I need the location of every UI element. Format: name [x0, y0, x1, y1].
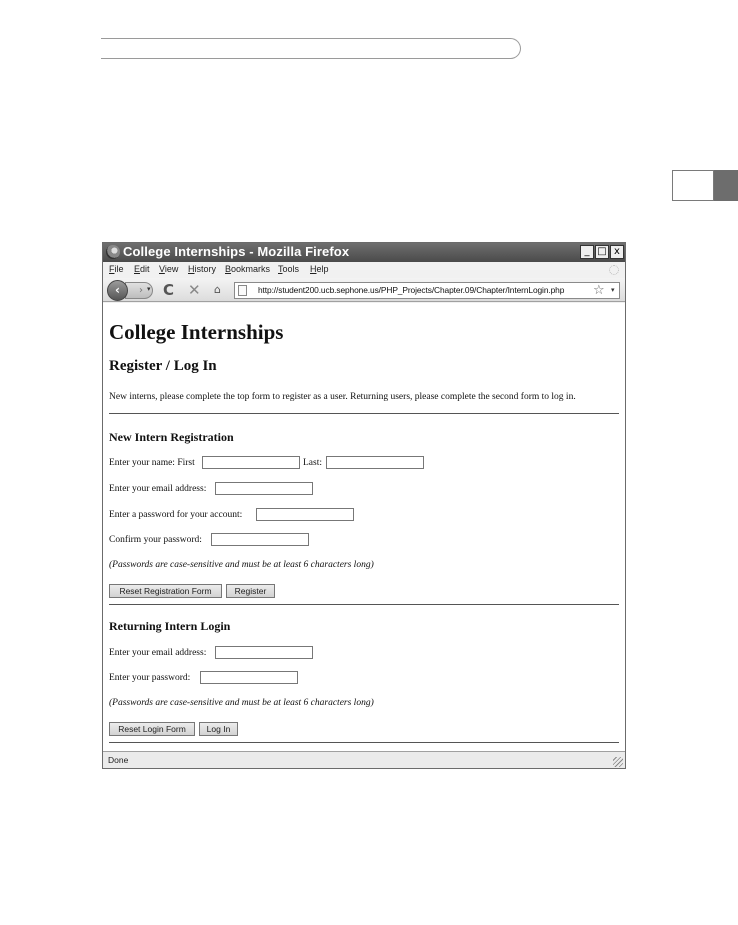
chapter-tab: [672, 170, 738, 201]
page-subtitle: Register / Log In: [109, 358, 217, 374]
menu-tools[interactable]: Tools: [278, 264, 300, 274]
url-text[interactable]: http://student200.ucb.sephone.us/PHP_Projects/Chapter.09/Chapter/InternLogin.php: [258, 285, 565, 295]
chapter-tab-marker: [714, 170, 738, 201]
menu-history[interactable]: History: [188, 264, 217, 274]
menu-help[interactable]: Help: [310, 264, 329, 274]
firefox-logo-icon: [106, 245, 120, 259]
divider: [109, 742, 619, 743]
page-icon: [238, 285, 247, 296]
home-button[interactable]: ⌂: [214, 283, 221, 296]
page-content: [103, 303, 625, 751]
last-name-label: Last:: [303, 458, 322, 468]
reset-registration-button[interactable]: Reset Registration Form: [109, 584, 222, 598]
intro-text: New interns, please complete the top form to register as a user. Returning users, please complete the second form to log in.: [109, 392, 576, 402]
page-header-bar: [101, 38, 738, 59]
first-name-input[interactable]: [202, 456, 300, 469]
minimize-button[interactable]: _: [580, 245, 594, 259]
url-bar[interactable]: [234, 282, 620, 299]
reload-button[interactable]: C: [163, 281, 175, 299]
header-bar-left: [101, 38, 521, 59]
navigation-toolbar: [103, 278, 625, 302]
registration-password-input[interactable]: [256, 508, 354, 521]
login-password-note: (Passwords are case-sensitive and must be at least 6 characters long): [109, 698, 374, 708]
reset-login-button[interactable]: Reset Login Form: [109, 722, 195, 736]
registration-password-label: Enter a password for your account:: [109, 510, 243, 520]
history-dropdown-icon[interactable]: ▾: [147, 285, 151, 293]
login-email-label: Enter your email address:: [109, 648, 207, 658]
resize-grip-icon[interactable]: [613, 757, 623, 767]
registration-email-label: Enter your email address:: [109, 484, 207, 494]
browser-window: [102, 242, 626, 769]
header-bar-right: [511, 38, 738, 59]
status-text: Done: [108, 755, 129, 765]
login-heading: Returning Intern Login: [109, 619, 231, 633]
last-name-input[interactable]: [326, 456, 424, 469]
maximize-button[interactable]: □: [595, 245, 609, 259]
close-button[interactable]: x: [610, 245, 624, 259]
registration-password-note: (Passwords are case-sensitive and must be at least 6 characters long): [109, 560, 374, 570]
confirm-password-label: Confirm your password:: [109, 535, 202, 545]
back-button[interactable]: ‹: [107, 280, 128, 301]
menu-file[interactable]: File: [109, 264, 124, 274]
login-password-label: Enter your password:: [109, 673, 191, 683]
registration-email-input[interactable]: [215, 482, 313, 495]
registration-heading: New Intern Registration: [109, 430, 234, 444]
title-bar: [103, 243, 625, 262]
menu-edit[interactable]: Edit: [134, 264, 150, 274]
register-button[interactable]: Register: [226, 584, 275, 598]
login-button[interactable]: Log In: [199, 722, 238, 736]
status-bar: [103, 751, 625, 768]
menu-view[interactable]: View: [159, 264, 179, 274]
bookmark-star-icon[interactable]: ☆: [593, 283, 605, 298]
confirm-password-input[interactable]: [211, 533, 309, 546]
activity-throbber-icon: [609, 265, 619, 275]
login-password-input[interactable]: [200, 671, 298, 684]
menu-bookmarks[interactable]: Bookmarks: [225, 264, 271, 274]
url-dropdown-icon[interactable]: ▾: [611, 286, 615, 294]
forward-button[interactable]: ›: [125, 282, 153, 299]
chapter-tab-box: [672, 170, 714, 201]
divider: [109, 413, 619, 414]
page-title: College Internships: [109, 320, 284, 344]
divider: [109, 604, 619, 605]
window-title: College Internships - Mozilla Firefox: [123, 244, 350, 259]
login-email-input[interactable]: [215, 646, 313, 659]
first-name-label: Enter your name: First: [109, 458, 195, 468]
menu-bar: [103, 262, 625, 278]
stop-button[interactable]: ✕: [188, 281, 201, 299]
